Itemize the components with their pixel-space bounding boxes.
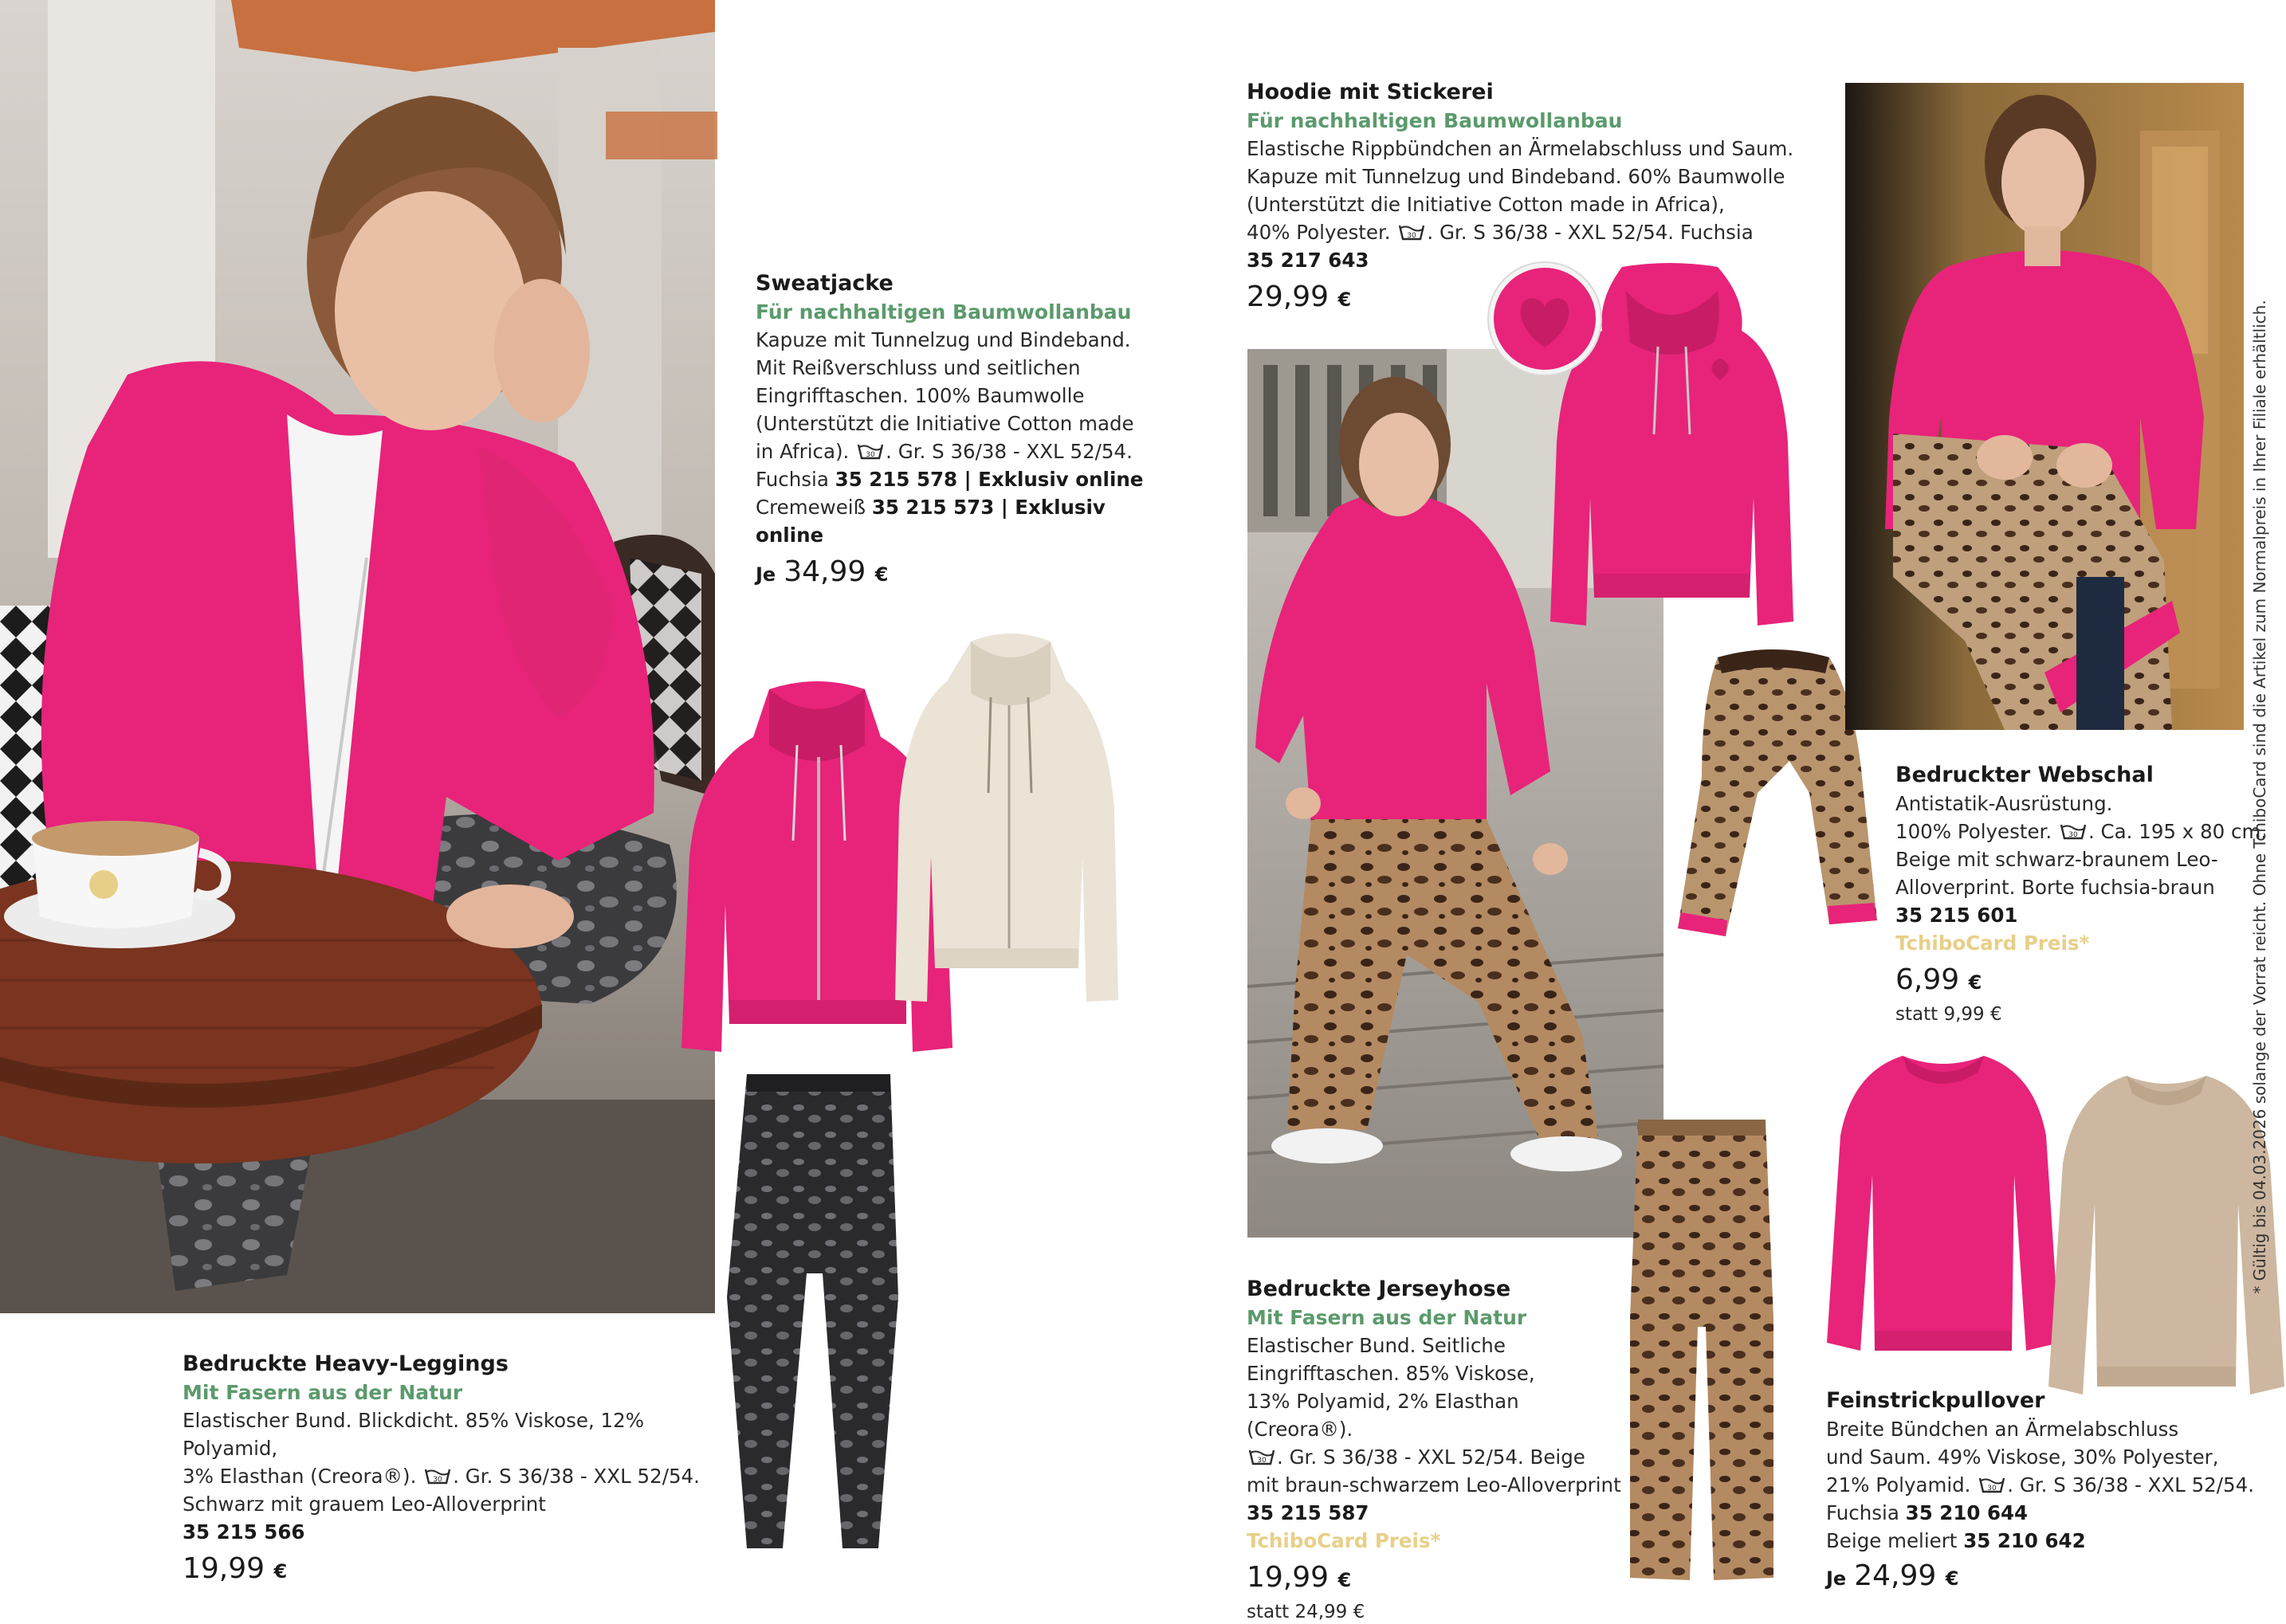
description-line: Schwarz mit grauem Leo-Alloverprint bbox=[183, 1493, 546, 1516]
description-text: . Gr. S 36/38 - XXL 52/54. bbox=[2007, 1473, 2254, 1497]
product-subtitle: Mit Fasern aus der Natur bbox=[183, 1381, 463, 1404]
description-line: und Saum. 49% Viskose, 30% Polyester, bbox=[1826, 1446, 2219, 1469]
product-title: Bedruckter Webschal bbox=[1895, 763, 2154, 787]
price-prefix: Je bbox=[1826, 1567, 1847, 1590]
wash-30-icon bbox=[1398, 224, 1425, 241]
currency: € bbox=[1968, 971, 1982, 994]
jerseyhose-info bbox=[1247, 1275, 1621, 1624]
product-subtitle: Für nachhaltigen Baumwollanbau bbox=[756, 300, 1132, 324]
wash-30-icon bbox=[857, 443, 884, 461]
article-number: 35 215 573 | Exklusiv bbox=[871, 496, 1106, 519]
product-title: Bedruckte Heavy-Leggings bbox=[183, 1351, 509, 1376]
price-value: 6,99 bbox=[1895, 963, 1960, 996]
leggings-product-image bbox=[727, 1074, 902, 1552]
description-text: 100% Polyester. bbox=[1895, 820, 2052, 843]
wash-30-icon bbox=[1978, 1477, 2005, 1494]
description-line: Kapuze mit Tunnelzug und Bindeband. bbox=[756, 328, 1131, 351]
description-line bbox=[756, 437, 1170, 465]
wash-30-icon bbox=[2060, 823, 2087, 841]
validity-footnote: * Gültig bis 04.03.2026 solange der Vorrat reicht. Ohne TchiboCard sind die Artikel zum Normalpreis in Ihrer Filiale erhältlich. bbox=[2250, 300, 2269, 1294]
currency: € bbox=[1337, 288, 1352, 311]
description-text: 21% Polyamid. bbox=[1826, 1473, 1971, 1497]
description-line: mit braun-schwarzem Leo-Alloverprint bbox=[1247, 1473, 1621, 1497]
description-text: . Gr. S 36/38 - XXL 52/54. bbox=[886, 440, 1133, 463]
color-article-line bbox=[756, 465, 1170, 493]
price bbox=[1895, 960, 2270, 1002]
price bbox=[1826, 1556, 2272, 1599]
wash-30-icon bbox=[1248, 1449, 1275, 1466]
product-title: Bedruckte Jerseyhose bbox=[1247, 1277, 1511, 1301]
color-article-line bbox=[1826, 1499, 2272, 1527]
description-text: 40% Polyester. bbox=[1247, 221, 1391, 244]
svg-text:30: 30 bbox=[1987, 1485, 1997, 1493]
article-number: 35 215 566 bbox=[183, 1520, 305, 1544]
description-text: . Gr. S 36/38 - XXL 52/54. Fuchsia bbox=[1427, 221, 1754, 244]
description-line: Antistatik-Ausrüstung. bbox=[1895, 792, 2113, 815]
sweatjacke-cremeweiss-image bbox=[891, 634, 1122, 1008]
description-line bbox=[1895, 818, 2270, 845]
description-line: (Unterstützt die Initiative Cotton made in Africa), bbox=[1247, 193, 1725, 216]
description-text: . Gr. S 36/38 - XXL 52/54. bbox=[453, 1465, 700, 1488]
tchibocard-label: TchiboCard Preis* bbox=[1895, 932, 2090, 955]
currency: € bbox=[273, 1560, 288, 1583]
color-name: Fuchsia bbox=[756, 468, 829, 491]
wash-30-icon bbox=[424, 1468, 451, 1485]
color-article-line bbox=[756, 493, 1170, 521]
product-title: Sweatjacke bbox=[756, 271, 894, 296]
product-subtitle: Mit Fasern aus der Natur bbox=[1247, 1306, 1527, 1329]
description-line bbox=[1247, 1443, 1621, 1471]
description-line: Breite Bündchen an Ärmelabschluss bbox=[1826, 1418, 2179, 1441]
price-value: 24,99 bbox=[1854, 1559, 1937, 1592]
article-number-cont: online bbox=[756, 524, 824, 547]
color-name: Beige meliert bbox=[1826, 1529, 1958, 1552]
price-value: 19,99 bbox=[1247, 1561, 1330, 1594]
description-line: Elastischer Bund. Seitliche bbox=[1247, 1334, 1506, 1357]
price bbox=[183, 1549, 725, 1591]
price bbox=[1247, 277, 1821, 320]
article-number: 35 210 642 bbox=[1963, 1529, 2086, 1552]
description-line bbox=[183, 1462, 725, 1490]
description-line: Eingrifftaschen. 100% Baumwolle bbox=[756, 384, 1085, 407]
sweatjacke-info bbox=[756, 269, 1170, 594]
hoodie-info bbox=[1247, 78, 1821, 320]
description-line: Elastischer Bund. Blickdicht. 85% Viskose, 12% Polyamid, bbox=[183, 1409, 644, 1460]
color-name: Cremeweiß bbox=[756, 496, 866, 519]
description-line: Eingrifftaschen. 85% Viskose, bbox=[1247, 1362, 1535, 1385]
currency: € bbox=[1945, 1567, 1959, 1590]
description-line: 13% Polyamid, 2% Elasthan (Creora®). bbox=[1247, 1390, 1519, 1441]
article-number: 35 215 601 bbox=[1895, 904, 2018, 927]
description-text: . Gr. S 36/38 - XXL 52/54. Beige bbox=[1277, 1446, 1585, 1469]
description-text: . Ca. 195 x 80 cm. bbox=[2088, 820, 2268, 843]
price-value: 34,99 bbox=[784, 555, 866, 588]
tchibocard-label: TchiboCard Preis* bbox=[1247, 1529, 1441, 1552]
article-number: 35 210 644 bbox=[1905, 1501, 2029, 1524]
price bbox=[756, 552, 1170, 594]
description-line bbox=[1826, 1471, 2272, 1499]
currency: € bbox=[1337, 1569, 1352, 1591]
old-price: statt 24,99 € bbox=[1247, 1602, 1365, 1622]
price-value: 29,99 bbox=[1247, 280, 1330, 313]
description-line: Kapuze mit Tunnelzug und Bindeband. 60% Baumwolle bbox=[1247, 165, 1785, 188]
description-line bbox=[1247, 218, 1821, 246]
leggings-info bbox=[183, 1350, 725, 1591]
price-prefix: Je bbox=[756, 563, 776, 586]
description-line: Beige mit schwarz-braunem Leo- bbox=[1895, 848, 2218, 871]
price-value: 19,99 bbox=[183, 1552, 265, 1585]
color-name: Fuchsia bbox=[1826, 1501, 1899, 1524]
old-price: statt 9,99 € bbox=[1895, 1004, 2002, 1025]
article-number: 35 215 587 bbox=[1247, 1501, 1369, 1524]
pullover-model-photo bbox=[1845, 83, 2244, 730]
description-text: 3% Elasthan (Creora®). bbox=[183, 1465, 417, 1488]
article-number: 35 215 578 | Exklusiv online bbox=[835, 468, 1144, 491]
webschal-info bbox=[1895, 761, 2270, 1026]
pullover-fuchsia-image bbox=[1827, 1056, 2060, 1363]
svg-text:30: 30 bbox=[1257, 1457, 1267, 1465]
pullover-info bbox=[1826, 1387, 2272, 1599]
svg-text:30: 30 bbox=[1407, 232, 1417, 240]
jerseyhose-product-image bbox=[1626, 1120, 1777, 1582]
description-line: Mit Reißverschluss und seitlichen bbox=[756, 356, 1081, 379]
cafe-model-photo bbox=[0, 0, 715, 1313]
product-title: Feinstrickpullover bbox=[1826, 1388, 2045, 1413]
svg-text:30: 30 bbox=[433, 1476, 442, 1484]
svg-text:30: 30 bbox=[866, 451, 875, 459]
product-title: Hoodie mit Stickerei bbox=[1247, 80, 1494, 104]
product-subtitle: Für nachhaltigen Baumwollanbau bbox=[1247, 109, 1623, 132]
currency: € bbox=[874, 563, 889, 586]
color-article-line bbox=[1826, 1527, 2272, 1555]
description-line: Elastische Rippbündchen an Ärmelabschluss und Saum. bbox=[1247, 137, 1794, 160]
svg-text:30: 30 bbox=[2068, 831, 2078, 839]
article-number: 35 217 643 bbox=[1247, 249, 1369, 272]
description-line: Alloverprint. Borte fuchsia-braun bbox=[1895, 876, 2215, 899]
description-line: (Unterstützt die Initiative Cotton made bbox=[756, 412, 1134, 435]
description-text: in Africa). bbox=[756, 440, 850, 463]
price bbox=[1247, 1558, 1621, 1600]
